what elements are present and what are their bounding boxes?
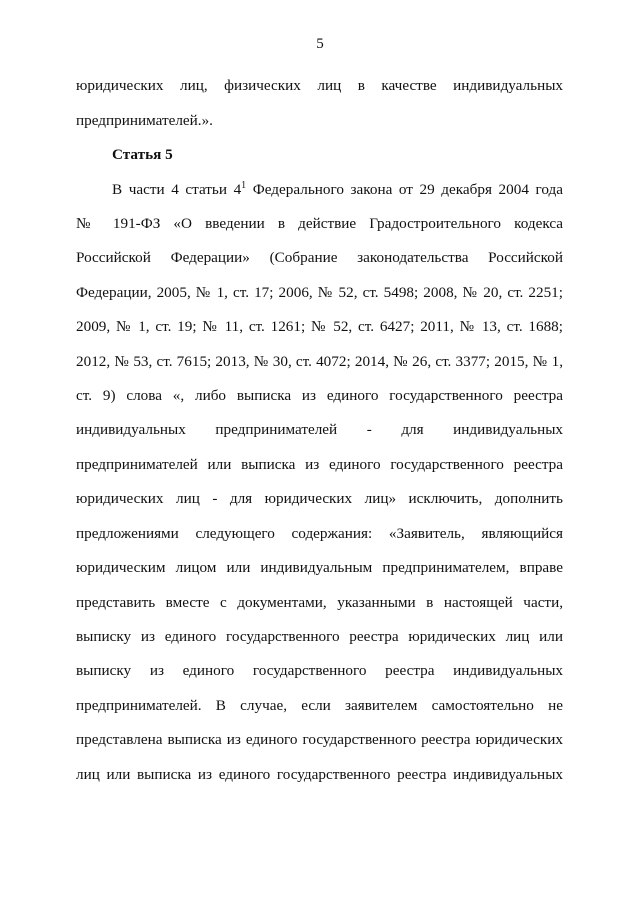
text-line: 2012, № 53, ст. 7615; 2013, № 30, ст. 4072; 2014, № 26, ст. 3377; 2015, № 1, xyxy=(76,353,563,370)
text-line: юридических лиц, физических лиц в качестве индивидуальных xyxy=(76,77,563,94)
text-line: 2009, № 1, ст. 19; № 11, ст. 1261; № 52, ст. 6427; 2011, № 13, ст. 1688; xyxy=(76,318,563,335)
text-line: предпринимателей или выписка из единого государственного реестра xyxy=(76,456,563,473)
superscript: 1 xyxy=(241,180,247,191)
text-line: предложениями следующего содержания: «Заявитель, являющийся xyxy=(76,525,563,542)
text-fragment: Федерального закона от 29 декабря 2004 года xyxy=(246,181,563,198)
text-line: № 191-ФЗ «О введении в действие Градостроительного кодекса xyxy=(76,215,563,232)
text-line: выписку из единого государственного реестра юридических лиц или xyxy=(76,628,563,645)
text-line: выписку из единого государственного реестра индивидуальных xyxy=(76,662,563,679)
text-line: представлена выписка из единого государственного реестра юридических xyxy=(76,731,563,748)
text-line xyxy=(112,180,563,200)
text-line: юридических лиц - для юридических лиц» исключить, дополнить xyxy=(76,490,563,507)
text-line: юридическим лицом или индивидуальным предпринимателем, вправе xyxy=(76,559,563,576)
page-number: 5 xyxy=(316,36,324,52)
text-line: Российской Федерации» (Собрание законодательства Российской xyxy=(76,249,563,266)
text-fragment: В части 4 статьи 4 xyxy=(112,181,242,198)
text-line: ст. 9) слова «, либо выписка из единого государственного реестра xyxy=(76,387,563,404)
text-line: предпринимателей. В случае, если заявителем самостоятельно не xyxy=(76,697,563,714)
text-line: лиц или выписка из единого государственного реестра индивидуальных xyxy=(76,766,563,783)
text-line: индивидуальных предпринимателей - для индивидуальных xyxy=(76,421,563,438)
text-line: представить вместе с документами, указанными в настоящей части, xyxy=(76,594,563,611)
text-line: Федерации, 2005, № 1, ст. 17; 2006, № 52, ст. 5498; 2008, № 20, ст. 2251; xyxy=(76,284,563,301)
article-heading: Статья 5 xyxy=(112,146,173,163)
text-line: предпринимателей.». xyxy=(76,112,213,129)
